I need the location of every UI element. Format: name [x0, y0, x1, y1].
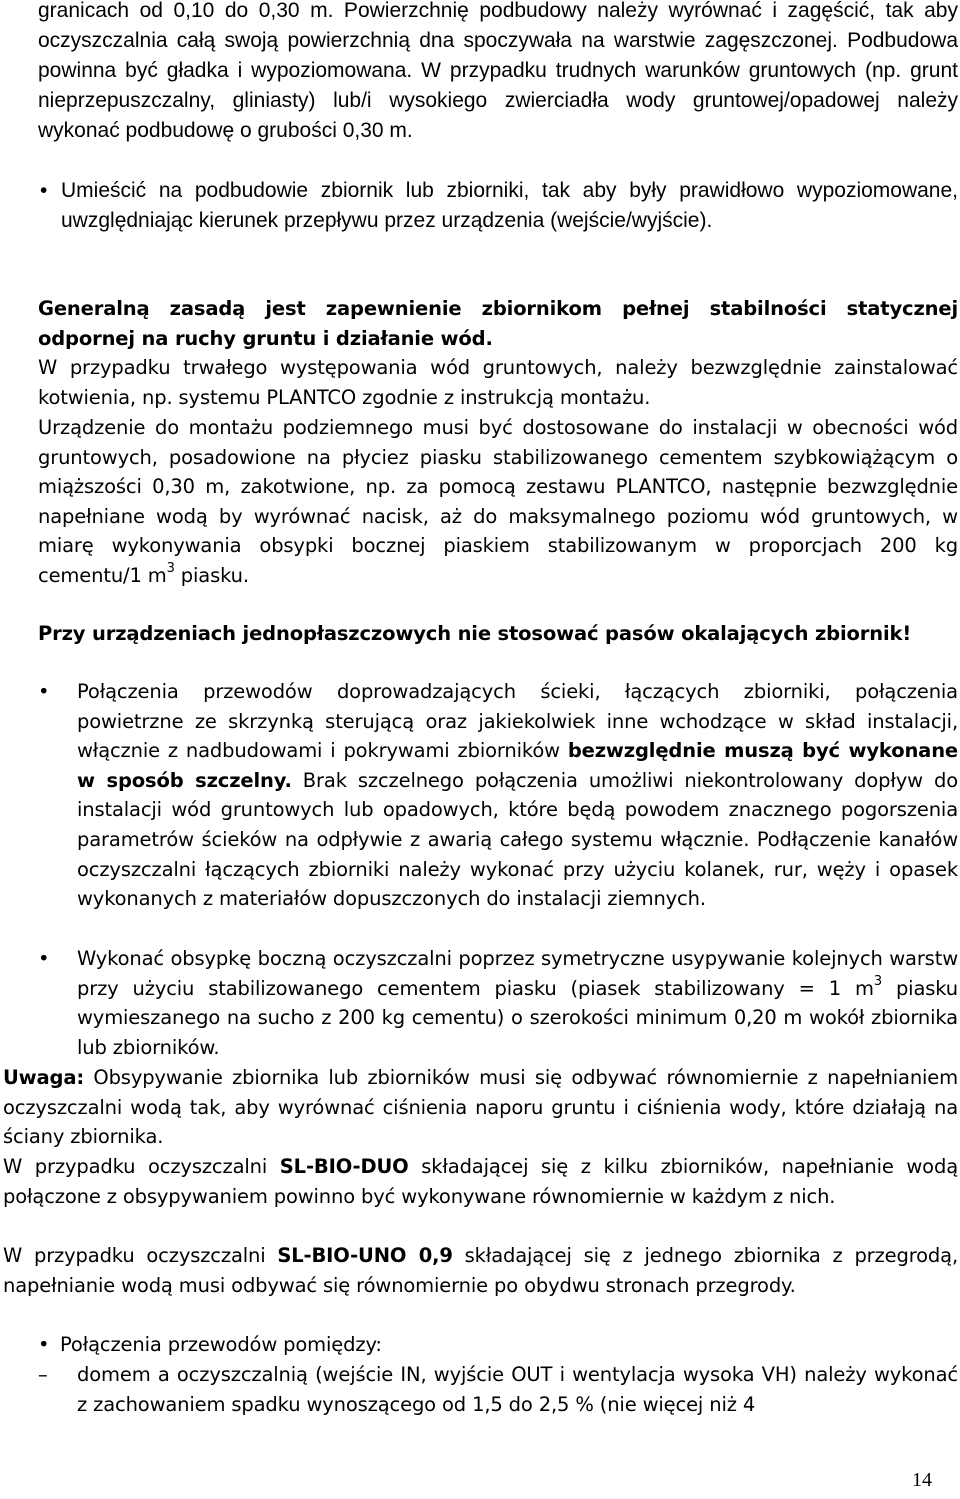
uno-product-name: SL-BIO-UNO 0,9 [277, 1244, 453, 1267]
duo-product-name: SL-BIO-DUO [279, 1155, 409, 1178]
stability-heading [38, 294, 958, 353]
backfill-text: Wykonać obsypkę boczną oczyszczalni poprzez symetryczne usypywanie kolejnych warstw przy użyciu stabilizowanego cementem piasku (piasek stabilizowany = 1 m [77, 947, 958, 1000]
connections-bold: bezwzględnie muszą być wykonane w sposób szczelny. [77, 739, 958, 792]
uno-text: W przypadku oczyszczalni [3, 1244, 278, 1267]
backfill-text-end: piasku wymieszanego na sucho z 200 kg cementu) o szerokości minimum 0,20 m wokół zbiornika lub zbiorników. [77, 976, 959, 1059]
connections-text-end: Brak szczelnego połączenia umożliwi niekontrolowany dopływ do instalacji wód gruntowych lub opadowych, które będą powodem znacznego pogorszenia parametrów ścieków na odpływie z awarią całego systemu włącznie. Podłączenie kanałów oczyszczalni łączących zbiorniki należy wykonać przy użyciu kolanek, rur, węży i opasek wykonanych z materiałów dopuszczonych do instalacji ziemnych. [77, 768, 958, 911]
cubic-superscript: 3 [166, 561, 175, 577]
intro-paragraph: granicach od 0,10 do 0,30 m. Powierzchnię podbudowy należy wyrównać i zagęścić, tak aby oczyszczalnia całą swoją powierzchnią dna spoczywała na warstwie zagęszczonej. Podbudowa powinna być gładka i wypoziomowana. W przypadku trudnych warunków gruntowych (np. grunt nieprzepuszczalny, gliniasty) lub/i wysokiego zwierciadła wody gruntowej/opadowej należy wykonać podbudowę o grubości 0,30 m. [38, 0, 958, 142]
uno-paragraph [3, 1241, 958, 1300]
page-number: 14 [912, 1469, 932, 1491]
pipes-item-house: domem a oczyszczalnią (wejście IN, wyjście OUT i wentylacja wysoka VH) należy wykonać z zachowaniem spadku wynoszącego od 1,5 do 2,5 % (nie więcej niż 4 [77, 1363, 958, 1416]
dash-marker: – [38, 1363, 48, 1386]
warning-text [38, 619, 960, 649]
groundwater-paragraph: W przypadku trwałego występowania wód gruntowych, należy bezwzględnie zainstalować kotwienia, np. systemu PLANTCO zgodnie z instrukcją montażu. [38, 356, 958, 409]
duo-text-end: składającej się z kilku zbiorników, napełnianie wodą połączone z obsypywaniem powinno być wykonywane równomiernie w każdym z nich. [3, 1155, 958, 1208]
warning-bold: Przy urządzeniach jednopłaszczowych nie stosować pasów okalających zbiornik! [38, 622, 912, 645]
note-label: Uwaga: [3, 1066, 85, 1089]
bullet-marker: • [38, 1333, 50, 1356]
installation-paragraph [38, 413, 958, 591]
cubic-superscript: 3 [873, 974, 882, 990]
bullet-marker: • [38, 680, 50, 703]
installation-text-end: piasku. [174, 563, 249, 587]
backfill-paragraph [77, 944, 958, 1062]
connections-text: Połączenia przewodów doprowadzających ścieki, łączących zbiorniki, połączenia powietrzne ze skrzynką sterującą oraz jakiekolwiek inne wchodzące w skład instalacji, włącznie z nadbudowami i pokrywami zbiorników [77, 680, 958, 763]
stability-bold-text: Generalną zasadą jest zapewnienie zbiornikom pełnej stabilności statycznej odpornej na ruchy gruntu i działanie wód. [38, 297, 958, 350]
uno-text-end: składającej się z jednego zbiornika z przegrodą, napełnianie wodą musi odbywać się równomiernie po obydwu stronach przegrody. [3, 1244, 958, 1297]
duo-paragraph [3, 1152, 958, 1211]
note-paragraph [3, 1063, 958, 1152]
pipes-heading: Połączenia przewodów pomiędzy: [60, 1333, 382, 1356]
installation-text: Urządzenie do montażu podziemnego musi być dostosowane do instalacji w obecności wód gruntowych, posadowione na płyciez piasku stabilizowanego cementem szybkowiążącym o miąższości 0,30 m, zakotwione, np. za pomocą zestawu PLANTCO, następnie bezwzględnie napełniane wodą by wyrównać nacisk, aż do maksymalnego poziomu wód gruntowych, w miarę wykonywania obsypki bocznej piaskiem stabilizowanym w proporcjach 200 kg cementu/1 m [38, 416, 958, 587]
bullet-marker: • [38, 947, 50, 970]
note-text: Obsypywanie zbiornika lub zbiorników musi się odbywać równomiernie z napełnianiem oczyszczalni wodą tak, aby wyrównać ciśnienia naporu gruntu i ciśnienia wody, które działają na ściany zbiornika. [3, 1066, 958, 1149]
bullet-paragraph-podbudowa: Umieścić na podbudowie zbiornik lub zbiorniki, tak aby były prawidłowo wypoziomowane, uwzględniając kierunek przepływu przez urządzenia (wejście/wyjście). [61, 179, 958, 232]
bullet-marker: • [40, 179, 48, 202]
connections-paragraph [77, 677, 958, 914]
duo-text: W przypadku oczyszczalni [3, 1155, 280, 1178]
